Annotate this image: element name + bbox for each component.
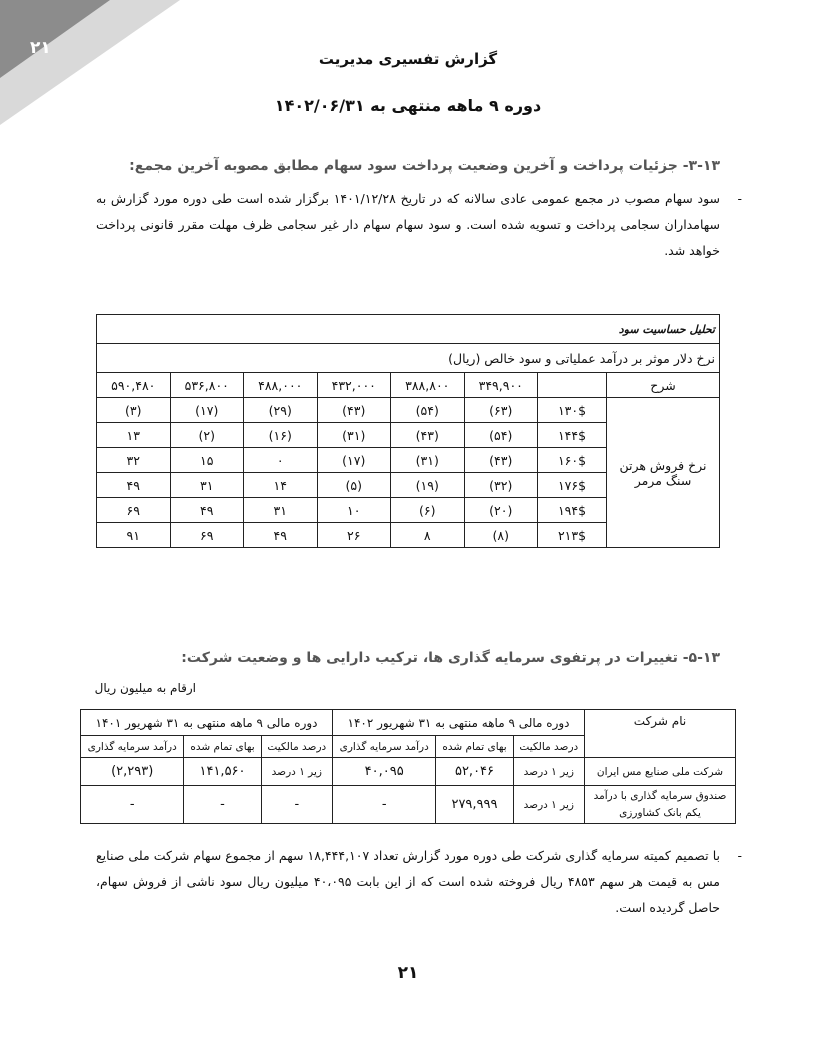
- value-cell: ۶۹: [170, 523, 244, 548]
- value-cell: (۳۱): [317, 423, 391, 448]
- value-cell: ۱۴: [244, 473, 318, 498]
- period-2023-header: دوره مالی ۹ ماهه منتهی به ۳۱ شهریور ۱۴۰۲: [333, 710, 585, 736]
- value-cell: ۱۵: [170, 448, 244, 473]
- value-cell: (۶): [391, 498, 465, 523]
- income-cell: ۴۰,۰۹۵: [333, 758, 436, 786]
- income-cell: -: [81, 786, 184, 824]
- value-cell: ۳۱: [170, 473, 244, 498]
- column-header: ۴۳۲,۰۰۰: [317, 373, 391, 398]
- portfolio-table: [80, 709, 736, 824]
- value-cell: (۱۶): [244, 423, 318, 448]
- value-cell: (۱۷): [170, 398, 244, 423]
- value-cell: ۹۱: [97, 523, 171, 548]
- company-header: نام شرکت: [585, 710, 736, 758]
- value-cell: (۱۷): [317, 448, 391, 473]
- value-cell: (۴۳): [391, 423, 465, 448]
- sensitivity-title: تحلیل حساسیت سود: [97, 315, 720, 344]
- rate-header-blank: [538, 373, 607, 398]
- cost-header: بهای تمام شده: [184, 736, 261, 758]
- corner-page-number: ۲۱: [30, 38, 51, 58]
- company-name: شرکت ملی صنایع مس ایران: [585, 758, 736, 786]
- share-sale-paragraph: [96, 843, 742, 921]
- report-title: گزارش تفسیری مدیریت: [318, 50, 498, 68]
- value-cell: ۴۹: [244, 523, 318, 548]
- ownership-cell: زیر ۱ درصد: [513, 758, 584, 786]
- ownership-header: درصد مالکیت: [261, 736, 332, 758]
- rate-cell: ۲۱۳$: [538, 523, 607, 548]
- value-cell: ۳۲: [97, 448, 171, 473]
- cost-cell: -: [184, 786, 261, 824]
- company-name: صندوق سرمایه گذاری با درآمد یکم بانک کشاورزی: [585, 786, 736, 824]
- value-cell: (۶۳): [464, 398, 538, 423]
- rate-cell: ۱۴۴$: [538, 423, 607, 448]
- ownership-cell: زیر ۱ درصد: [513, 786, 584, 824]
- value-cell: (۲۰): [464, 498, 538, 523]
- value-cell: (۳۱): [391, 448, 465, 473]
- row-group-label: نرخ فروش هرتن سنگ مرمر: [607, 398, 720, 548]
- value-cell: ۱۳: [97, 423, 171, 448]
- value-cell: (۳۲): [464, 473, 538, 498]
- table-row: [97, 398, 720, 423]
- rate-cell: ۱۹۴$: [538, 498, 607, 523]
- column-header: ۳۴۹,۹۰۰: [464, 373, 538, 398]
- cost-cell: ۱۴۱,۵۶۰: [184, 758, 261, 786]
- column-header: ۳۸۸,۸۰۰: [391, 373, 465, 398]
- dividend-text: سود سهام مصوب در مجمع عمومی عادی سالانه که در تاریخ ۱۴۰۱/۱۲/۲۸ برگزار شده است طی دوره مورد گزارش به سهامداران سجامی پرداخت و تسویه شده است. و سود سهام سهام دار غیر سجامی ظرف مهلت مقرر قانونی پرداخت خواهد شد.: [96, 191, 721, 258]
- page-number: ۲۱: [397, 963, 419, 983]
- description-header: شرح: [607, 373, 720, 398]
- value-cell: (۵): [317, 473, 391, 498]
- income-header: درآمد سرمایه گذاری: [81, 736, 184, 758]
- ownership-cell: -: [261, 786, 332, 824]
- column-header: ۴۸۸,۰۰۰: [244, 373, 318, 398]
- value-cell: (۲۹): [244, 398, 318, 423]
- value-cell: ۳۱: [244, 498, 318, 523]
- table-row: [81, 758, 736, 786]
- report-period: دوره ۹ ماهه منتهی به ۱۴۰۲/۰۶/۳۱: [274, 96, 542, 115]
- value-cell: ۱۰: [317, 498, 391, 523]
- value-cell: ۲۶: [317, 523, 391, 548]
- income-cell: -: [333, 786, 436, 824]
- value-cell: (۳): [97, 398, 171, 423]
- value-cell: (۵۴): [391, 398, 465, 423]
- ownership-cell: زیر ۱ درصد: [261, 758, 332, 786]
- dividend-paragraph: [96, 186, 742, 264]
- period-2022-header: دوره مالی ۹ ماهه منتهی به ۳۱ شهریور ۱۴۰۱: [81, 710, 333, 736]
- value-cell: ۴۹: [97, 473, 171, 498]
- rate-cell: ۱۳۰$: [538, 398, 607, 423]
- value-cell: ۰: [244, 448, 318, 473]
- income-header: درآمد سرمایه گذاری: [333, 736, 436, 758]
- rate-cell: ۱۷۶$: [538, 473, 607, 498]
- bullet-dash: -: [737, 191, 742, 206]
- cost-header: بهای تمام شده: [436, 736, 513, 758]
- cost-cell: ۵۲,۰۴۶: [436, 758, 513, 786]
- bullet-dash: -: [737, 848, 742, 863]
- value-cell: (۴۳): [317, 398, 391, 423]
- sensitivity-table: [96, 314, 720, 548]
- value-cell: (۴۳): [464, 448, 538, 473]
- section-heading-dividends: ۳-۱۳- جزئیات پرداخت و آخرین وضعیت پرداخت سود سهام مطابق مصوبه آخرین مجمع:: [129, 158, 720, 174]
- value-cell: (۵۴): [464, 423, 538, 448]
- value-cell: (۲): [170, 423, 244, 448]
- income-cell: (۲,۲۹۳): [81, 758, 184, 786]
- ownership-header: درصد مالکیت: [513, 736, 584, 758]
- table-row: [81, 786, 736, 824]
- section-heading-portfolio: ۵-۱۳- تغییرات در پرتفوی سرمایه گذاری ها، ترکیب دارایی ها و وضعیت شرکت:: [181, 650, 720, 666]
- sensitivity-subtitle: نرخ دلار موثر بر درآمد عملیاتی و سود خالص (ریال): [97, 344, 720, 373]
- share-sale-text: با تصمیم کمیته سرمایه گذاری شرکت طی دوره مورد گزارش تعداد ۱۸,۴۴۴,۱۰۷ سهم از مجموع سهام شرکت ملی صنایع مس به قیمت هر سهم ۴۸۵۳ ریال فروخته شده است که از این بابت ۴۰،۰۹۵ میلیون ریال سود ناشی از فروش سهام، حاصل گردیده است.: [96, 848, 720, 915]
- value-cell: ۶۹: [97, 498, 171, 523]
- value-cell: ۸: [391, 523, 465, 548]
- units-note: ارقام به میلیون ریال: [94, 681, 196, 695]
- column-header: ۵۳۶,۸۰۰: [170, 373, 244, 398]
- value-cell: (۸): [464, 523, 538, 548]
- rate-cell: ۱۶۰$: [538, 448, 607, 473]
- value-cell: (۱۹): [391, 473, 465, 498]
- value-cell: ۴۹: [170, 498, 244, 523]
- column-header: ۵۹۰,۴۸۰: [97, 373, 171, 398]
- cost-cell: ۲۷۹,۹۹۹: [436, 786, 513, 824]
